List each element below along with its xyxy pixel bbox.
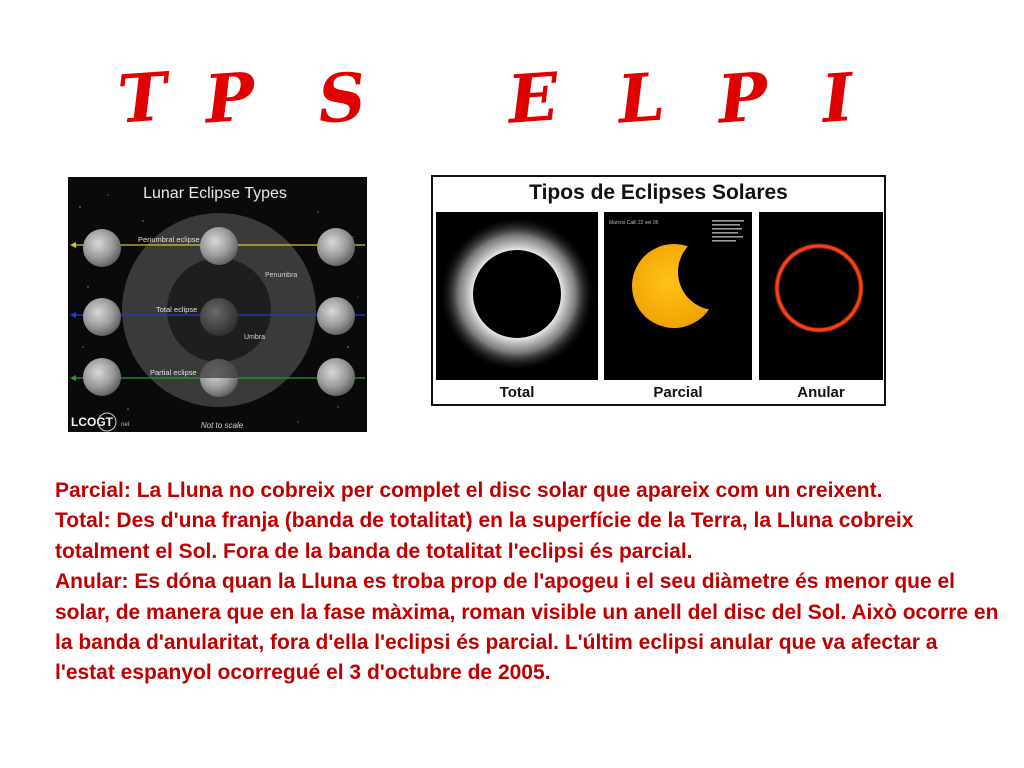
paragraph-total: Total: Des d'una franja (banda de totalitat) en la superfície de la Terra, la Lluna cobreix totalment el Sol. Fora de la banda de totalitat l'eclipsi és parcial. [55,509,914,563]
title-letter: P [202,57,258,139]
caption-annular: Anular [797,384,845,401]
moon-icon [317,228,355,266]
logo-suffix: net [121,422,130,428]
moon-icon [83,358,121,396]
partial-eclipse-photo [604,212,752,380]
title-letter: T [115,57,170,139]
total-arrow-icon [70,312,76,318]
solar-figure-heading: Tipos de Eclipses Solares [529,181,788,204]
penumbral-eclipse-label: Penumbral eclipse [138,235,200,244]
total-eclipse-photo [436,212,598,380]
caption-partial: Parcial [653,384,703,401]
annular-eclipse-photo [759,212,883,380]
photo-credit: Marcos Calli 22 set 06 [609,220,659,226]
slide-title [0,58,1024,138]
lcogt-logo [71,413,130,431]
title-letter: S [315,57,369,139]
moon-icon [317,358,355,396]
moon-icon [200,227,238,265]
lunar-eclipse-diagram [68,177,367,432]
moon-icon [200,298,238,336]
penumbral-arrow-icon [70,242,76,248]
title-letter: P [715,57,771,139]
moon-icon [83,229,121,267]
lunar-eclipse-figure [68,177,367,432]
paragraph-annular: Anular: Es dóna quan la Lluna es troba prop de l'apogeu i el seu diàmetre és menor que el solar, de manera que en la fase màxima, roman visible un anell del disc del Sol. Això ocorre en la banda d'anularitat, fora d'ella l'eclipsi és parcial. L'últim eclipsi anular que va afectar a l'estat espanyol ocorregué el 3 d'octubre de 2005. [55,570,999,685]
umbra-label: Umbra [244,334,266,341]
annular-eclipse-image [759,212,883,380]
title-letter: I [819,58,856,138]
lunar-figure-title: Lunar Eclipse Types [143,185,287,202]
body-text [55,476,1000,689]
total-eclipse-label: Total eclipse [156,305,198,314]
partial-eclipse-image [604,212,752,380]
caption-total: Total [499,384,535,401]
penumbra-label: Penumbra [265,272,298,279]
moon-icon [317,297,355,335]
title-letter: L [615,57,668,139]
paragraph-partial: Parcial: La Lluna no cobreix per complet el disc solar que apareix com un creixent. [55,479,883,502]
logo-text: LCOGT [71,415,113,429]
title-letter: E [505,57,561,139]
total-eclipse-image [436,212,598,380]
solar-eclipse-figure [431,175,886,406]
moon-icon [83,298,121,336]
partial-eclipse-label: Partial eclipse [150,368,197,377]
partial-arrow-icon [70,375,76,381]
scale-note: Not to scale [200,421,244,430]
